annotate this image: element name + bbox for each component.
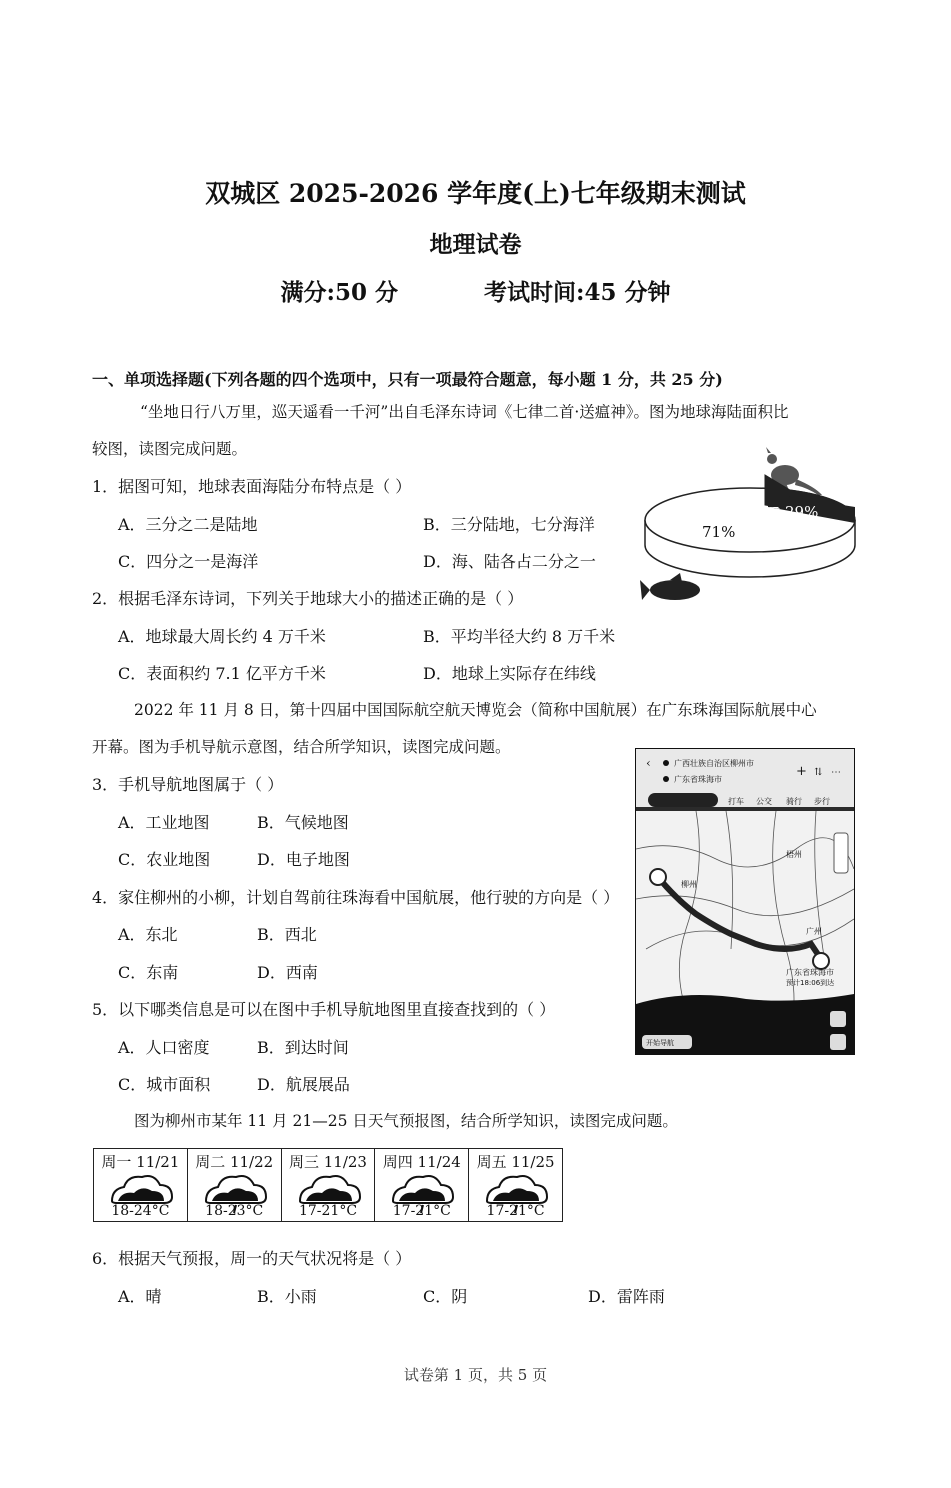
map-city-liuzhou: 柳州 — [681, 880, 697, 889]
start-dot-icon — [663, 760, 669, 766]
q6-option-c: C．阴 — [423, 1287, 468, 1306]
q5-option-d: D．航展展品 — [257, 1075, 350, 1094]
zoom-control[interactable] — [834, 833, 848, 873]
weather-forecast-table — [93, 1148, 563, 1222]
more-icon[interactable]: ⋯ — [831, 767, 841, 778]
q6-option-b: B．小雨 — [257, 1287, 317, 1306]
q2-option-a: A．地球最大周长约 4 万千米 — [118, 627, 326, 646]
map-city-guangzhou: 广州 — [806, 927, 822, 936]
weather-temp-label: 17-21°C — [298, 1203, 358, 1219]
weather-day-cell — [375, 1149, 469, 1221]
fish-icon — [640, 573, 700, 600]
intro1-line1: “坐地日行八万里，巡天遥看一千河”出自毛泽东诗词《七律二首·送瘟神》。图为地球海陆面积比 — [140, 403, 789, 421]
ocean-percent-label: 71% — [702, 523, 736, 541]
q4-option-d: D．西南 — [257, 963, 318, 982]
swap-icon[interactable]: ⇅ — [814, 767, 823, 778]
q6-option-d: D．雷阵雨 — [588, 1287, 665, 1306]
weather-day-label: 周五 11/25 — [476, 1153, 555, 1171]
q5-stem: 5．以下哪类信息是可以在图中手机导航地图里直接查找到的（ ） — [92, 1000, 556, 1019]
phone-nav-map — [635, 748, 855, 1055]
nav-map-svg — [636, 749, 854, 1054]
exam-meta — [0, 274, 951, 307]
add-stop-icon[interactable]: + — [796, 764, 807, 779]
weather-day-cell — [282, 1149, 376, 1221]
end-dot-icon — [663, 776, 669, 782]
q2-option-c: C．表面积约 7.1 亿平方千米 — [118, 664, 326, 683]
back-arrow-icon[interactable]: ‹ — [646, 756, 651, 770]
full-score: 满分:50 分 — [280, 279, 398, 306]
origin-marker-icon — [650, 869, 666, 885]
exam-subject: 地理试卷 — [429, 231, 522, 258]
q3-option-b: B．气候地图 — [257, 813, 349, 832]
destination-marker-icon — [813, 953, 829, 969]
land-sea-pie-figure — [640, 445, 860, 615]
q1-stem: 1．据图可知，地球表面海陆分布特点是（ ） — [92, 477, 412, 496]
q1-option-d: D．海、陆各占二分之一 — [423, 552, 596, 571]
q3-option-a: A．工业地图 — [118, 813, 210, 832]
q5-option-c: C．城市面积 — [118, 1075, 211, 1094]
weather-day-cell — [188, 1149, 282, 1221]
weather-temp-label: 17-21°C — [486, 1203, 545, 1219]
q6-option-a: A．晴 — [118, 1287, 162, 1306]
map-destination-label: 广东省珠海市 — [786, 968, 834, 977]
q5-option-a: A．人口密度 — [118, 1038, 210, 1057]
pie-chart — [640, 445, 860, 615]
weather-temp-label: 17-21°C — [392, 1203, 451, 1219]
intro3-line1: 图为柳州市某年 11 月 21—25 日天气预报图，结合所学知识，读图完成问题。 — [134, 1112, 678, 1130]
weather-day-label: 周四 11/24 — [382, 1153, 461, 1171]
tab-taxi[interactable]: 打车 — [728, 797, 744, 806]
weather-temp-label: 18-24°C — [111, 1203, 170, 1219]
intro2-line2: 开幕。图为手机导航示意图，结合所学知识，读图完成问题。 — [92, 738, 511, 756]
q3-option-d: D．电子地图 — [257, 850, 350, 869]
q1-option-b: B．三分陆地，七分海洋 — [423, 515, 595, 534]
nav-search-origin[interactable]: 广西壮族自治区柳州市 — [674, 759, 754, 768]
q2-option-b: B．平均半径大约 8 万千米 — [423, 627, 616, 646]
q4-option-c: C．东南 — [118, 963, 179, 982]
q3-option-c: C．农业地图 — [118, 850, 211, 869]
land-percent-label: 29% — [785, 503, 819, 521]
q4-option-a: A．东北 — [118, 925, 178, 944]
start-nav-label: 开始导航 — [646, 1039, 674, 1047]
q5-option-b: B．到达时间 — [257, 1038, 349, 1057]
weather-day-cell — [94, 1149, 188, 1221]
weather-day-cell — [469, 1149, 562, 1221]
exam-title: 双城区 2025-2026 学年度(上)七年级期末测试 — [205, 179, 746, 208]
q3-stem: 3．手机导航地图属于（ ） — [92, 775, 284, 794]
nav-search-destination[interactable]: 广东省珠海市 — [674, 775, 722, 784]
tab-drive[interactable] — [648, 793, 718, 807]
locate-button-icon[interactable] — [830, 1011, 846, 1027]
q1-option-a: A．三分之二是陆地 — [118, 515, 258, 534]
weather-day-label: 周二 11/22 — [195, 1153, 274, 1171]
map-eta-label: 预计18:06到达 — [786, 979, 835, 987]
q1-option-c: C．四分之一是海洋 — [118, 552, 259, 571]
layers-button-icon[interactable] — [830, 1034, 846, 1050]
weather-temp-label: 18-23°C — [205, 1203, 264, 1219]
page-footer: 试卷第 1 页，共 5 页 — [403, 1366, 548, 1384]
weather-day-label: 周一 11/21 — [101, 1153, 180, 1171]
tab-bike[interactable]: 骑行 — [786, 797, 802, 806]
intro1-line2: 较图，读图完成问题。 — [92, 440, 248, 458]
tab-bus[interactable]: 公交 — [756, 797, 772, 806]
q6-stem: 6．根据天气预报，周一的天气状况将是（ ） — [92, 1249, 412, 1268]
exam-time: 考试时间:45 分钟 — [484, 279, 671, 306]
section-heading: 一、单项选择题(下列各题的四个选项中，只有一项最符合题意，每小题 1 分，共 25 分) — [92, 370, 723, 389]
q2-option-d: D．地球上实际存在纬线 — [423, 664, 596, 683]
tab-walk[interactable]: 步行 — [814, 797, 830, 806]
q4-stem: 4．家住柳州的小柳，计划自驾前往珠海看中国航展，他行驶的方向是（ ） — [92, 888, 620, 907]
q2-stem: 2．根据毛泽东诗词，下列关于地球大小的描述正确的是（ ） — [92, 589, 524, 608]
intro2-line1: 2022 年 11 月 8 日，第十四届中国国际航空航天博览会（简称中国航展）在广东珠海国际航展中心 — [134, 701, 817, 719]
weather-day-label: 周三 11/23 — [288, 1153, 367, 1171]
map-city-wuzhou: 梧州 — [786, 850, 802, 859]
q4-option-b: B．西北 — [257, 925, 317, 944]
